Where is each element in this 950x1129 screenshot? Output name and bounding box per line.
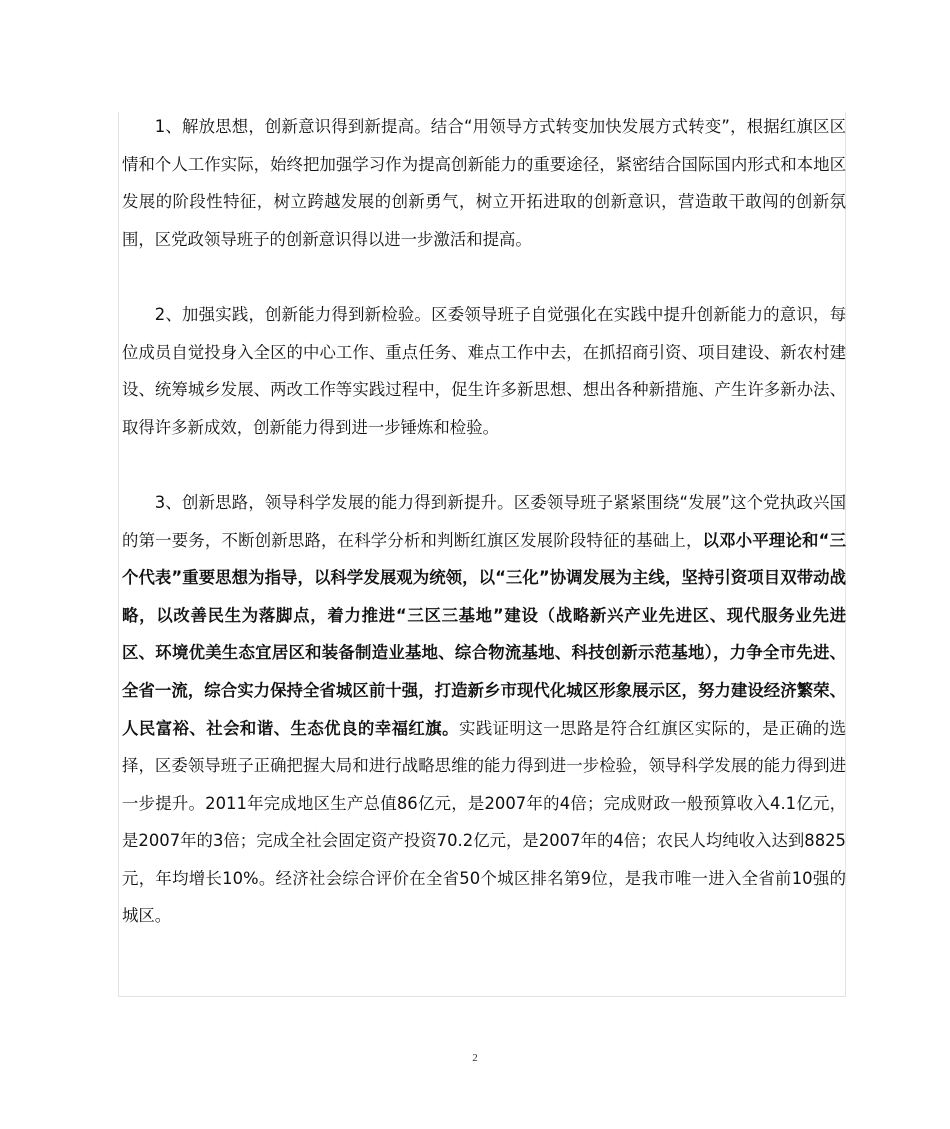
paragraph-3 <box>122 484 846 935</box>
paragraph-3-bold-guideline: 以邓小平理论和“三个代表”重要思想为指导，以科学发展观为统领，以“三化”协调发展为主线，坚持引资项目双带动战略，以改善民生为落脚点，着力推进“三区三基地”建设（战略新兴产业先进区、现代服务业先进区、环境优美生态宜居区和装备制造业基地、综合物流基地、科技创新示范基地），力争全市先进、全省一流，综合实力保持全省城区前十强，打造新乡市现代化城区形象展示区，努力建设经济繁荣、人民富裕、社会和谐、生态优良的幸福红旗。 <box>122 530 846 738</box>
document-body <box>122 108 846 935</box>
paragraph-3-tail: 实践证明这一思路是符合红旗区实际的，是正确的选择，区委领导班子正确把握大局和进行战略思维的能力得到进一步检验，领导科学发展的能力得到进一步提升。2011年完成地区生产总值86亿元，是2007年的4倍；完成财政一般预算收入4.1亿元，是2007年的3倍；完成全社会固定资产投资70.2亿元，是2007年的4倍；农民人均纯收入达到8825元，年均增长10%。经济社会综合评价在全省50个城区排名第9位，是我市唯一进入全省前10强的城区。 <box>122 718 847 926</box>
paragraph-1-text: 1、解放思想，创新意识得到新提高。结合“用领导方式转变加快发展方式转变”，根据红旗区区情和个人工作实际，始终把加强学习作为提高创新能力的重要途径，紧密结合国际国内形式和本地区发展的阶段性特征，树立跨越发展的创新勇气，树立开拓进取的创新意识，营造敢干敢闯的创新氛围，区党政领导班子的创新意识得以进一步激活和提高。 <box>122 117 846 249</box>
paragraph-2-text: 2、加强实践，创新能力得到新检验。区委领导班子自觉强化在实践中提升创新能力的意识，每位成员自觉投身入全区的中心工作、重点任务、难点工作中去，在抓招商引资、项目建设、新农村建设、统筹城乡发展、两改工作等实践过程中，促生许多新思想、想出各种新措施、产生许多新办法、取得许多新成效，创新能力得到进一步锤炼和检验。 <box>122 304 846 437</box>
paragraph-2 <box>122 296 846 446</box>
paragraph-3-lead: 3、创新思路，领导科学发展的能力得到新提升。区委领导班子紧紧围绕“发展”这个党执政兴国的第一要务，不断创新思路，在科学分析和判断红旗区发展阶段特征的基础上， <box>122 492 846 550</box>
paragraph-1 <box>122 108 846 258</box>
page-number: 2 <box>472 1052 478 1064</box>
